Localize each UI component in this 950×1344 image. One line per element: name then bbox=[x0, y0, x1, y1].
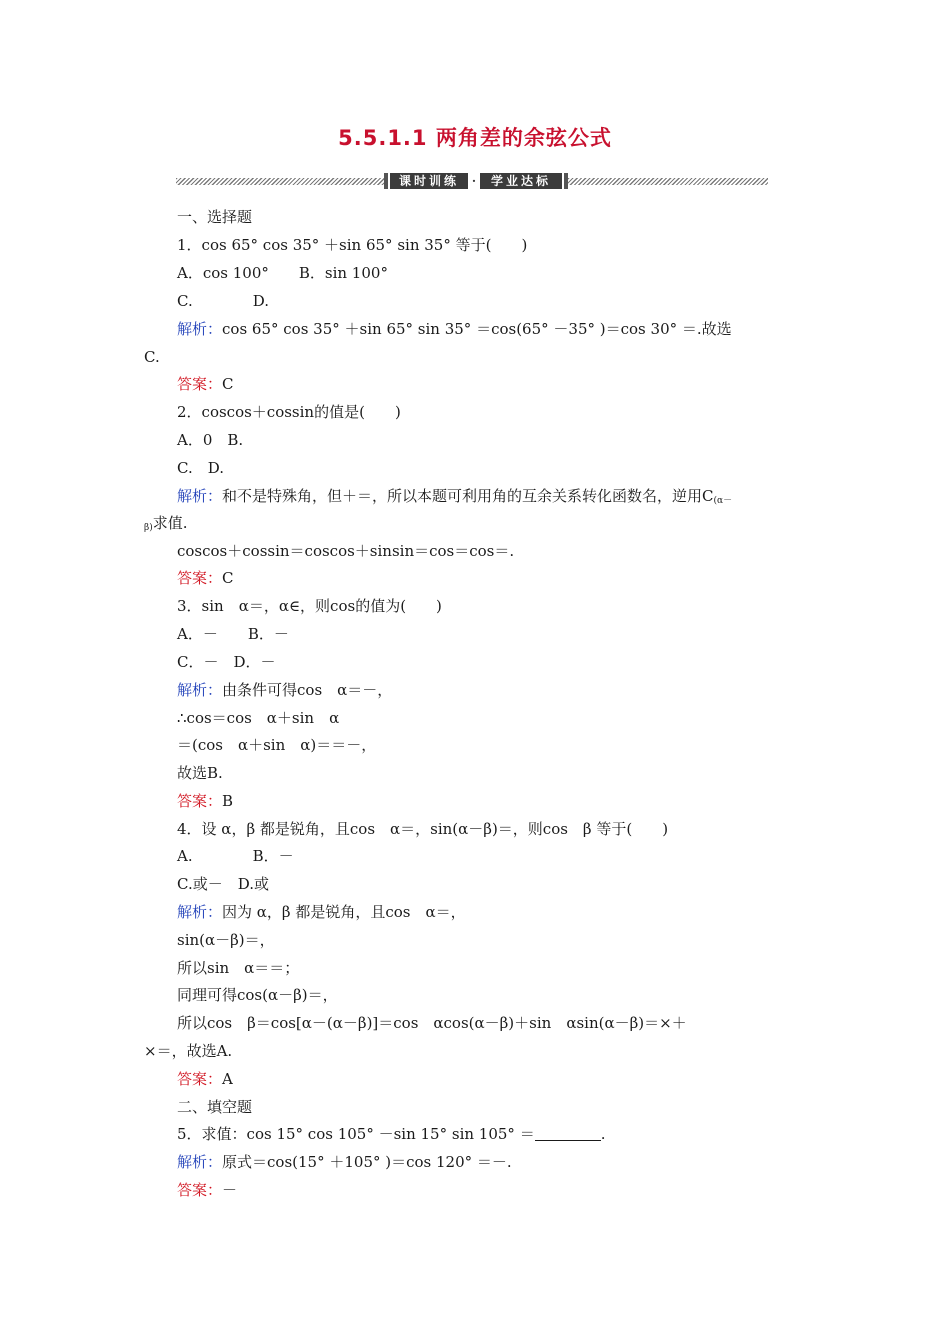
analysis-label: 解析： bbox=[177, 1153, 223, 1171]
answer-label: 答案： bbox=[177, 1181, 223, 1199]
question-5-analysis bbox=[177, 1152, 512, 1172]
answer-label: 答案： bbox=[177, 569, 223, 587]
question-2-analysis bbox=[177, 486, 732, 511]
question-4-step-1: sin(α－β)＝， bbox=[177, 931, 275, 949]
question-text: 5．求值：cos 15° cos 105° －sin 15° sin 105° ＝ bbox=[177, 1125, 535, 1143]
question-3-step-1: ∴cos＝cos α＋sin α bbox=[177, 709, 340, 727]
subscript: β) bbox=[144, 523, 153, 533]
banner-stripe-left bbox=[176, 178, 384, 185]
page-title: 5.5.1.1 两角差的余弦公式 bbox=[338, 126, 612, 150]
question-4-analysis bbox=[177, 902, 466, 922]
answer-text: B bbox=[222, 792, 234, 810]
question-4-step-3: 同理可得cos(α－β)＝， bbox=[177, 986, 338, 1004]
question-3-step-2: ＝(cos α＋sin α)＝＝－， bbox=[177, 736, 377, 754]
question-1-answer bbox=[177, 374, 234, 394]
answer-text: A bbox=[222, 1070, 233, 1088]
question-4-step-2: 所以sin α＝＝； bbox=[177, 959, 300, 977]
question-2-options-ab: A．0 B. bbox=[177, 431, 244, 449]
section-banner bbox=[176, 173, 768, 189]
question-2: 2．coscos＋cossin的值是( ) bbox=[177, 403, 401, 421]
question-3: 3．sin α＝，α∈，则cos的值为( ) bbox=[177, 597, 442, 615]
analysis-label: 解析： bbox=[177, 487, 223, 505]
question-1-analysis-cont: C. bbox=[144, 348, 160, 366]
question-1-options-ab: A．cos 100° B．sin 100° bbox=[177, 264, 388, 282]
analysis-text: 求值. bbox=[152, 514, 188, 532]
analysis-text: 和不是特殊角，但＋＝，所以本题可利用角的互余关系转化函数名，逆用C bbox=[222, 487, 714, 505]
answer-blank bbox=[535, 1126, 601, 1141]
analysis-text: 由条件可得cos α＝－， bbox=[222, 681, 393, 699]
analysis-label: 解析： bbox=[177, 320, 223, 338]
question-2-answer bbox=[177, 568, 234, 588]
question-2-analysis-cont bbox=[144, 513, 188, 538]
question-2-derivation: coscos＋cossin＝coscos＋sinsin＝cos＝cos＝. bbox=[177, 542, 515, 560]
analysis-label: 解析： bbox=[177, 681, 223, 699]
question-1-analysis bbox=[177, 319, 732, 339]
subscript: (α－ bbox=[713, 496, 733, 506]
question-4-answer bbox=[177, 1069, 233, 1089]
question-3-analysis bbox=[177, 680, 392, 700]
question-4-step-4-cont: ×＝，故选A. bbox=[144, 1042, 233, 1060]
analysis-text: cos 65° cos 35° ＋sin 65° sin 35° ＝cos(65° －35° )＝cos 30° ＝.故选 bbox=[222, 320, 732, 338]
analysis-text: 因为 α，β 都是锐角，且cos α＝， bbox=[222, 903, 466, 921]
question-4-step-4: 所以cos β＝cos[α－(α－β)]＝cos αcos(α－β)＋sin αsin(α－β)＝×＋ bbox=[177, 1014, 687, 1032]
question-3-options-cd: C．－ D．－ bbox=[177, 653, 276, 671]
analysis-label: 解析： bbox=[177, 903, 223, 921]
banner-dot: · bbox=[471, 174, 477, 188]
question-2-options-cd: C. D. bbox=[177, 459, 224, 477]
question-1: 1．cos 65° cos 35° ＋sin 65° sin 35° 等于( ) bbox=[177, 236, 528, 254]
banner-tag-right: 学业达标 bbox=[480, 173, 562, 189]
banner-tag-left: 课时训练 bbox=[390, 173, 468, 189]
section-heading: 一、选择题 bbox=[177, 208, 253, 226]
banner-stripe-right bbox=[568, 178, 768, 185]
answer-label: 答案： bbox=[177, 792, 223, 810]
question-3-answer bbox=[177, 791, 233, 811]
question-text: . bbox=[600, 1125, 606, 1143]
answer-label: 答案： bbox=[177, 375, 223, 393]
question-3-conclusion: 故选B. bbox=[177, 764, 223, 782]
question-1-options-cd: C. D. bbox=[177, 292, 269, 310]
answer-text: C bbox=[222, 569, 234, 587]
question-4-options-cd: C.或－ D.或 bbox=[177, 875, 269, 893]
answer-text: － bbox=[222, 1181, 238, 1199]
question-5-answer bbox=[177, 1180, 237, 1200]
question-5 bbox=[177, 1124, 605, 1144]
question-4: 4．设 α，β 都是锐角，且cos α＝，sin(α－β)＝，则cos β 等于( ) bbox=[177, 820, 669, 838]
question-4-options-ab: A. B．－ bbox=[177, 847, 294, 865]
section-heading: 二、填空题 bbox=[177, 1098, 253, 1116]
analysis-text: 原式＝cos(15° ＋105° )＝cos 120° ＝－. bbox=[222, 1153, 512, 1171]
answer-text: C bbox=[222, 375, 234, 393]
answer-label: 答案： bbox=[177, 1070, 223, 1088]
banner-cap bbox=[384, 173, 388, 189]
question-3-options-ab: A．－ B．－ bbox=[177, 625, 289, 643]
